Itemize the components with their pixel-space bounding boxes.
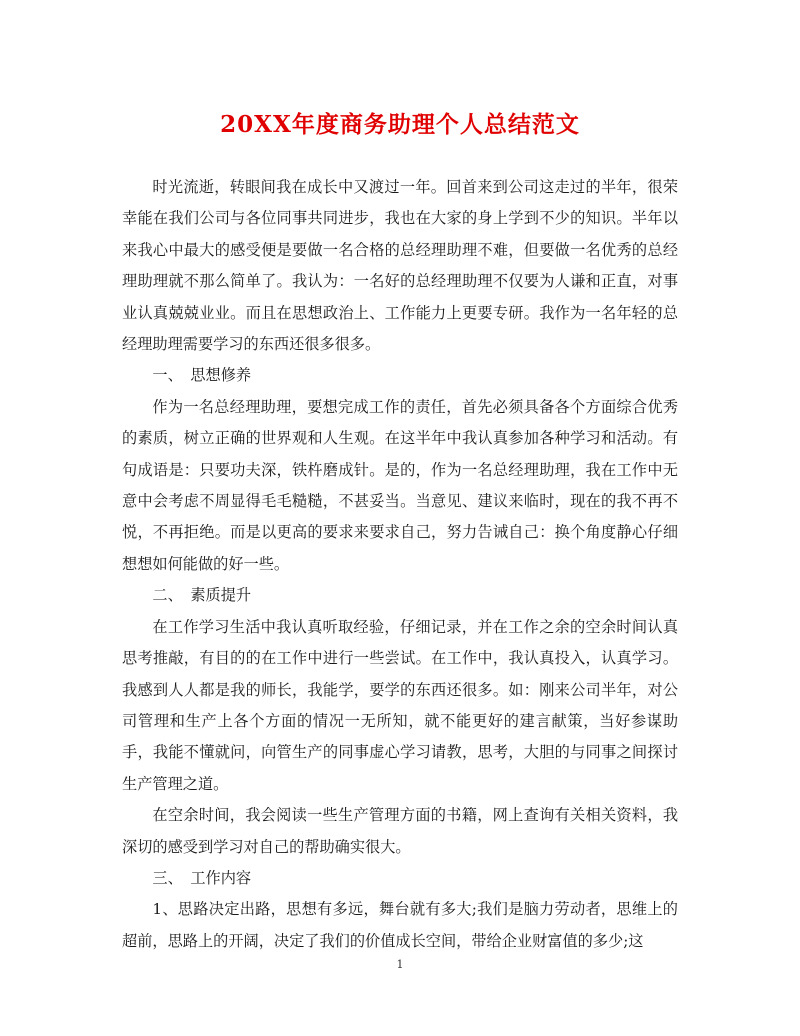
thought-paragraph: 作为一名总经理助理，要想完成工作的责任，首先必须具备各个方面综合优秀的素质，树立正确的世界观和人生观。在这半年中我认真参加各种学习和活动。有句成语是：只要功夫深，铁杵磨成针。是的，作为一名总经理助理，我在工作中无意中会考虑不周显得毛毛糙糙，不甚妥当。当意见、建议来临时，现在的我不再不悦，不再拒绝。而是以更高的要求来要求自己，努力告诫自己：换个角度静心仔细想想如何能做的好一些。 — [122, 397, 678, 573]
section-heading-thought: 一、 思想修养 — [152, 366, 252, 385]
spare-time-paragraph: 在空余时间，我会阅读一些生产管理方面的书籍，网上查询有关相关资料，我深切的感受到学习对自己的帮助确实很大。 — [122, 806, 678, 856]
section-heading-quality: 二、 素质提升 — [152, 586, 252, 605]
document-body — [122, 172, 678, 957]
page-number: 1 — [396, 958, 404, 971]
work-item-1-paragraph: 1、思路决定出路，思想有多远，舞台就有多大;我们是脑力劳动者，思维上的超前，思路上的开阔，决定了我们的价值成长空间，带给企业财富值的多少;这 — [122, 900, 678, 950]
section-heading-work: 三、 工作内容 — [152, 868, 252, 887]
quality-paragraph: 在工作学习生活中我认真听取经验，仔细记录，并在工作之余的空余时间认真思考推敲，有目的的在工作中进行一些尝试。在工作中，我认真投入，认真学习。我感到人人都是我的师长，我能学，要学的东西还很多。如：刚来公司半年，对公司管理和生产上各个方面的情况一无所知，就不能更好的建言献策，当好参谋助手，我能不懂就问，向管生产的同事虚心学习请教，思考，大胆的与同事之间探讨生产管理之道。 — [122, 617, 678, 793]
intro-paragraph: 时光流逝，转眼间我在成长中又渡过一年。回首来到公司这走过的半年，很荣幸能在我们公司与各位同事共同进步，我也在大家的身上学到不少的知识。半年以来我心中最大的感受便是要做一名合格的总经理助理不难，但要做一名优秀的总经理助理就不那么简单了。我认为：一名好的总经理助理不仅要为人谦和正直，对事业认真兢兢业业。而且在思想政治上、工作能力上更要专研。我作为一名年轻的总经理助理需要学习的东西还很多很多。 — [122, 178, 678, 354]
document-title: 20XX年度商务助理个人总结范文 — [220, 111, 580, 138]
